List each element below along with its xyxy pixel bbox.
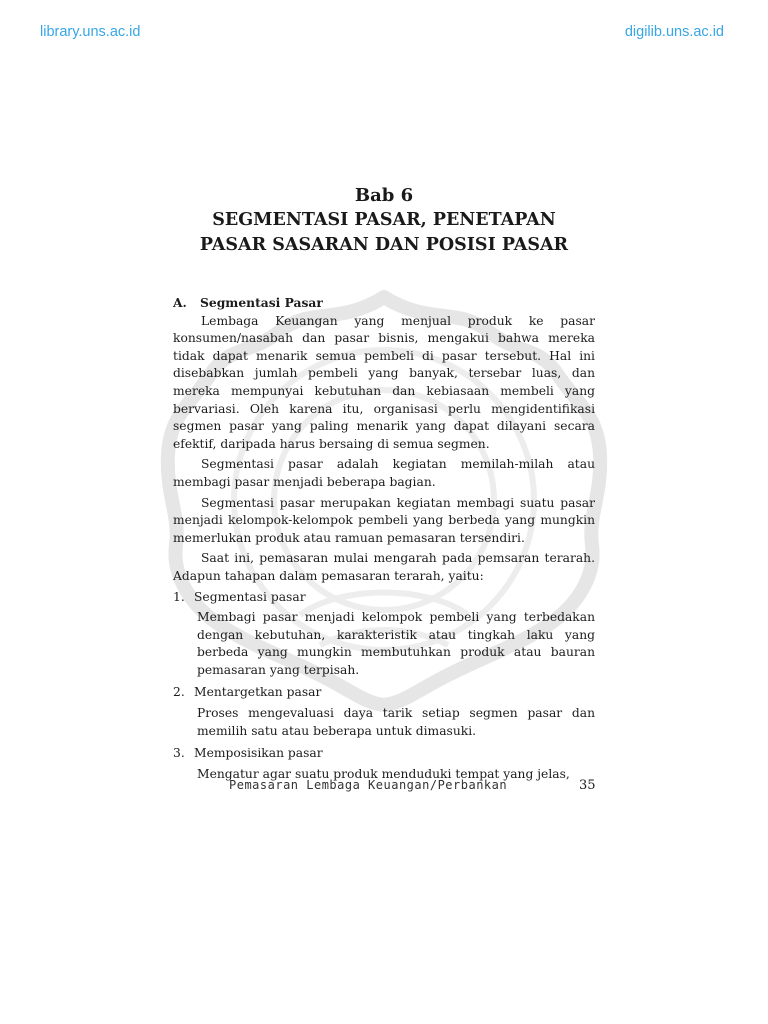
list-number: 3. bbox=[173, 746, 185, 761]
list-title: Memposisikan pasar bbox=[194, 746, 323, 761]
section-title: Segmentasi Pasar bbox=[200, 295, 323, 310]
list-number: 1. bbox=[173, 589, 185, 604]
body-content bbox=[173, 294, 595, 788]
paragraph: Lembaga Keuangan yang menjual produk ke pasar konsumen/nasabah dan pasar bisnis, mengakui bahwa mereka tidak dapat menarik semua pembeli di pasar tersebut. Hal ini disebabkan jumlah pembeli yang banyak, tersebar luas, dan mereka mempunyai kebutuhan dan kebiasaan membeli yang bervariasi. Oleh karena itu, organisasi perlu mengidentifikasi segmen pasar yang paling menarik yang dapat dilayani secara efektif, daripada harus bersaing di semua segmen. bbox=[173, 313, 595, 451]
chapter-title-line-2: PASAR SASARAN DAN POSISI PASAR bbox=[199, 235, 569, 255]
paragraph: Segmentasi pasar adalah kegiatan memilah-milah atau membagi pasar menjadi beberapa bagian. bbox=[173, 457, 595, 489]
list-description: Proses mengevaluasi daya tarik setiap segmen pasar dan memilih satu atau beberapa untuk dimasuki. bbox=[197, 706, 595, 738]
list-title: Mentargetkan pasar bbox=[194, 685, 322, 700]
list-item-step-3 bbox=[173, 745, 595, 763]
list-description: Membagi pasar menjadi kelompok pembeli yang terbedakan dengan kebutuhan, karakteristik atau tingkah laku yang berbeda yang mungkin membutuhkan produk atau bauran pemasaran yang terpisah. bbox=[197, 610, 595, 677]
list-number: 2. bbox=[173, 685, 185, 700]
list-item-step-2 bbox=[173, 684, 595, 702]
section-letter: A. bbox=[173, 295, 187, 310]
chapter-title-line-1: SEGMENTASI PASAR, PENETAPAN bbox=[212, 210, 556, 230]
page-number: 35 bbox=[579, 778, 596, 793]
list-item-step-1 bbox=[173, 589, 595, 607]
paragraph: Segmentasi pasar merupakan kegiatan membagi suatu pasar menjadi kelompok-kelompok pembeli yang berbeda yang mungkin memerlukan produk atau ramuan pemasaran tersendiri. bbox=[173, 495, 595, 545]
list-title: Segmentasi pasar bbox=[194, 589, 306, 604]
header-right-link[interactable]: digilib.uns.ac.id bbox=[624, 24, 724, 40]
list-description: Mengatur agar suatu produk menduduki tempat yang jelas, bbox=[197, 766, 570, 781]
header-left-link[interactable]: library.uns.ac.id bbox=[40, 24, 141, 40]
footer-book-title: Pemasaran Lembaga Keuangan/Perbankan bbox=[229, 778, 508, 792]
chapter-number: Bab 6 bbox=[354, 185, 414, 206]
section-heading bbox=[173, 294, 595, 312]
paragraph: Saat ini, pemasaran mulai mengarah pada pemsaran terarah. Adapun tahapan dalam pemasaran terarah, yaitu: bbox=[173, 551, 595, 583]
